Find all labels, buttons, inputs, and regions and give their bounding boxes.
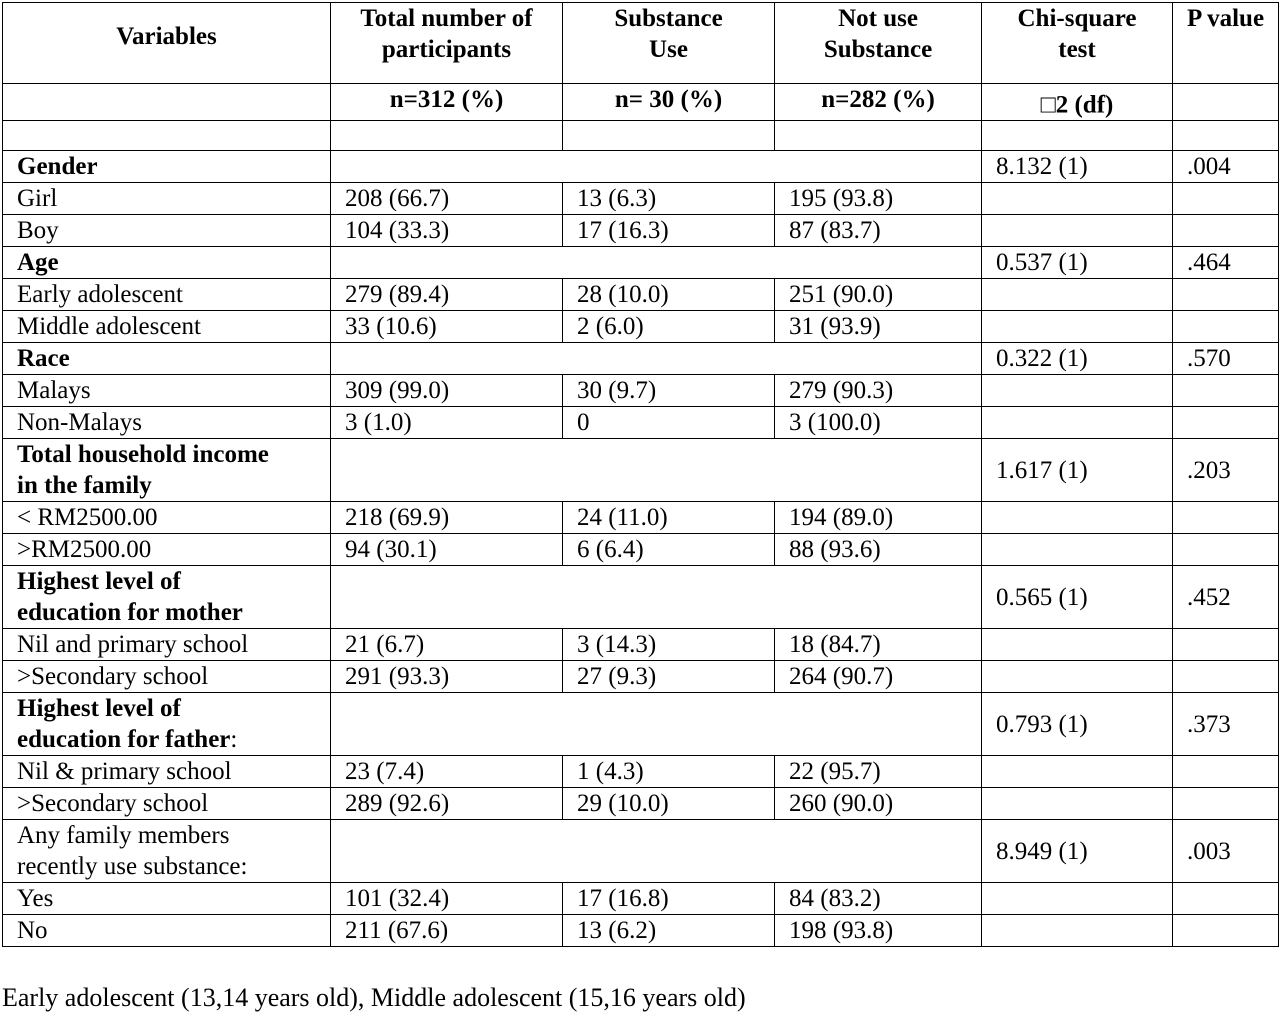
cell-not-use: 194 (89.0) <box>775 502 982 534</box>
row-label: >Secondary school <box>3 788 331 820</box>
row-label: Highest level of education for father: <box>3 693 331 756</box>
cell-not-use: 87 (83.7) <box>775 215 982 247</box>
row-label: >Secondary school <box>3 661 331 693</box>
cell-chi: 8.949 (1) <box>982 820 1173 883</box>
cell-not-use: 88 (93.6) <box>775 534 982 566</box>
cell-use: 17 (16.8) <box>563 883 775 915</box>
header-chi-df: □2 (df) <box>982 84 1173 121</box>
row-label: < RM2500.00 <box>3 502 331 534</box>
cell-chi <box>982 883 1173 915</box>
table-row <box>3 375 1279 407</box>
row-label: Girl <box>3 183 331 215</box>
cell-p <box>1173 915 1279 947</box>
blank-row <box>3 121 1279 151</box>
cell-total: 104 (33.3) <box>331 215 563 247</box>
cell-use: 29 (10.0) <box>563 788 775 820</box>
table-row <box>3 247 1279 279</box>
cell-p: .203 <box>1173 439 1279 502</box>
table-row <box>3 629 1279 661</box>
col-header-total: Total number of participants <box>331 3 563 84</box>
cell-not-use: 3 (100.0) <box>775 407 982 439</box>
cell-p <box>1173 756 1279 788</box>
row-label: Age <box>3 247 331 279</box>
cell-not-use: 251 (90.0) <box>775 279 982 311</box>
cell-use: 24 (11.0) <box>563 502 775 534</box>
cell-not-use: 198 (93.8) <box>775 915 982 947</box>
row-label: Any family members recently use substance: <box>3 820 331 883</box>
header-use-n: n= 30 (%) <box>563 84 775 121</box>
header-row <box>3 3 1279 84</box>
table-row <box>3 915 1279 947</box>
cell-not-use: 195 (93.8) <box>775 183 982 215</box>
cell-chi: 0.537 (1) <box>982 247 1173 279</box>
table-row <box>3 756 1279 788</box>
cell-chi <box>982 629 1173 661</box>
cell-use: 30 (9.7) <box>563 375 775 407</box>
row-label: Middle adolescent <box>3 311 331 343</box>
row-label: Highest level of education for mother <box>3 566 331 629</box>
footnote: Early adolescent (13,14 years old), Middle adolescent (15,16 years old) <box>2 983 746 1012</box>
table-row <box>3 279 1279 311</box>
cell-p <box>1173 502 1279 534</box>
cell-chi <box>982 534 1173 566</box>
row-label: Non-Malays <box>3 407 331 439</box>
cell-p <box>1173 215 1279 247</box>
cell-chi <box>982 183 1173 215</box>
cell-use: 13 (6.3) <box>563 183 775 215</box>
row-label: Malays <box>3 375 331 407</box>
cell-chi <box>982 915 1173 947</box>
row-label: >RM2500.00 <box>3 534 331 566</box>
cell-total: 289 (92.6) <box>331 788 563 820</box>
table-row <box>3 311 1279 343</box>
cell-total: 94 (30.1) <box>331 534 563 566</box>
cell-use: 27 (9.3) <box>563 661 775 693</box>
table-row <box>3 407 1279 439</box>
cell-total: 218 (69.9) <box>331 502 563 534</box>
cell-p <box>1173 311 1279 343</box>
cell-not-use: 18 (84.7) <box>775 629 982 661</box>
table-row <box>3 788 1279 820</box>
cell-use: 3 (14.3) <box>563 629 775 661</box>
cell-total: 33 (10.6) <box>331 311 563 343</box>
cell-not-use: 279 (90.3) <box>775 375 982 407</box>
table-row <box>3 693 1279 756</box>
cell-total: 23 (7.4) <box>331 756 563 788</box>
cell-chi <box>982 407 1173 439</box>
cell-p <box>1173 375 1279 407</box>
cell-use: 28 (10.0) <box>563 279 775 311</box>
row-label: Early adolescent <box>3 279 331 311</box>
row-label: Total household income in the family <box>3 439 331 502</box>
cell-chi: 1.617 (1) <box>982 439 1173 502</box>
cell-p <box>1173 183 1279 215</box>
table-row <box>3 439 1279 502</box>
cell-not-use: 264 (90.7) <box>775 661 982 693</box>
cell-not-use: 84 (83.2) <box>775 883 982 915</box>
cell-chi <box>982 375 1173 407</box>
cell-chi <box>982 788 1173 820</box>
cell-chi <box>982 661 1173 693</box>
cell-chi <box>982 756 1173 788</box>
cell-use: 1 (4.3) <box>563 756 775 788</box>
cell-chi: 0.322 (1) <box>982 343 1173 375</box>
cell-use: 0 <box>563 407 775 439</box>
row-label: Nil & primary school <box>3 756 331 788</box>
row-label: Yes <box>3 883 331 915</box>
header-p-blank <box>1173 84 1279 121</box>
cell-p: .464 <box>1173 247 1279 279</box>
row-label: Gender <box>3 151 331 183</box>
table-row <box>3 566 1279 629</box>
cell-total: 208 (66.7) <box>331 183 563 215</box>
col-header-variables: Variables <box>3 3 331 84</box>
table-row <box>3 502 1279 534</box>
col-header-not-use: Not use Substance <box>775 3 982 84</box>
cell-p: .452 <box>1173 566 1279 629</box>
cell-total: 21 (6.7) <box>331 629 563 661</box>
header-sub-blank <box>3 84 331 121</box>
results-table <box>2 2 1279 947</box>
cell-total: 101 (32.4) <box>331 883 563 915</box>
cell-chi <box>982 279 1173 311</box>
group-spacer <box>331 820 982 883</box>
col-header-substance-use: Substance Use <box>563 3 775 84</box>
cell-not-use: 22 (95.7) <box>775 756 982 788</box>
header-not-use-n: n=282 (%) <box>775 84 982 121</box>
row-label: Boy <box>3 215 331 247</box>
cell-total: 211 (67.6) <box>331 915 563 947</box>
group-spacer <box>331 343 982 375</box>
row-label: Race <box>3 343 331 375</box>
cell-p: .003 <box>1173 820 1279 883</box>
cell-p <box>1173 788 1279 820</box>
table-row <box>3 183 1279 215</box>
group-spacer <box>331 247 982 279</box>
cell-chi: 0.793 (1) <box>982 693 1173 756</box>
cell-chi <box>982 215 1173 247</box>
cell-p: .373 <box>1173 693 1279 756</box>
header-total-n: n=312 (%) <box>331 84 563 121</box>
table-row <box>3 343 1279 375</box>
cell-use: 6 (6.4) <box>563 534 775 566</box>
cell-total: 279 (89.4) <box>331 279 563 311</box>
cell-p: .570 <box>1173 343 1279 375</box>
cell-p <box>1173 629 1279 661</box>
group-spacer <box>331 693 982 756</box>
cell-p <box>1173 279 1279 311</box>
cell-p: .004 <box>1173 151 1279 183</box>
row-label: Nil and primary school <box>3 629 331 661</box>
cell-total: 3 (1.0) <box>331 407 563 439</box>
cell-p <box>1173 883 1279 915</box>
cell-p <box>1173 534 1279 566</box>
group-spacer <box>331 151 982 183</box>
cell-use: 13 (6.2) <box>563 915 775 947</box>
cell-chi <box>982 311 1173 343</box>
table-row <box>3 820 1279 883</box>
cell-chi: 8.132 (1) <box>982 151 1173 183</box>
table-row <box>3 215 1279 247</box>
table-row <box>3 534 1279 566</box>
cell-total: 291 (93.3) <box>331 661 563 693</box>
table-row <box>3 151 1279 183</box>
table-row <box>3 661 1279 693</box>
group-spacer <box>331 439 982 502</box>
col-header-chi-square: Chi-square test <box>982 3 1173 84</box>
cell-p <box>1173 661 1279 693</box>
table-row <box>3 883 1279 915</box>
col-header-p-value: P value <box>1173 3 1279 84</box>
cell-use: 17 (16.3) <box>563 215 775 247</box>
row-label: No <box>3 915 331 947</box>
group-spacer <box>331 566 982 629</box>
header-subrow <box>3 84 1279 121</box>
cell-not-use: 31 (93.9) <box>775 311 982 343</box>
cell-chi <box>982 502 1173 534</box>
cell-chi: 0.565 (1) <box>982 566 1173 629</box>
cell-not-use: 260 (90.0) <box>775 788 982 820</box>
cell-use: 2 (6.0) <box>563 311 775 343</box>
cell-p <box>1173 407 1279 439</box>
cell-total: 309 (99.0) <box>331 375 563 407</box>
